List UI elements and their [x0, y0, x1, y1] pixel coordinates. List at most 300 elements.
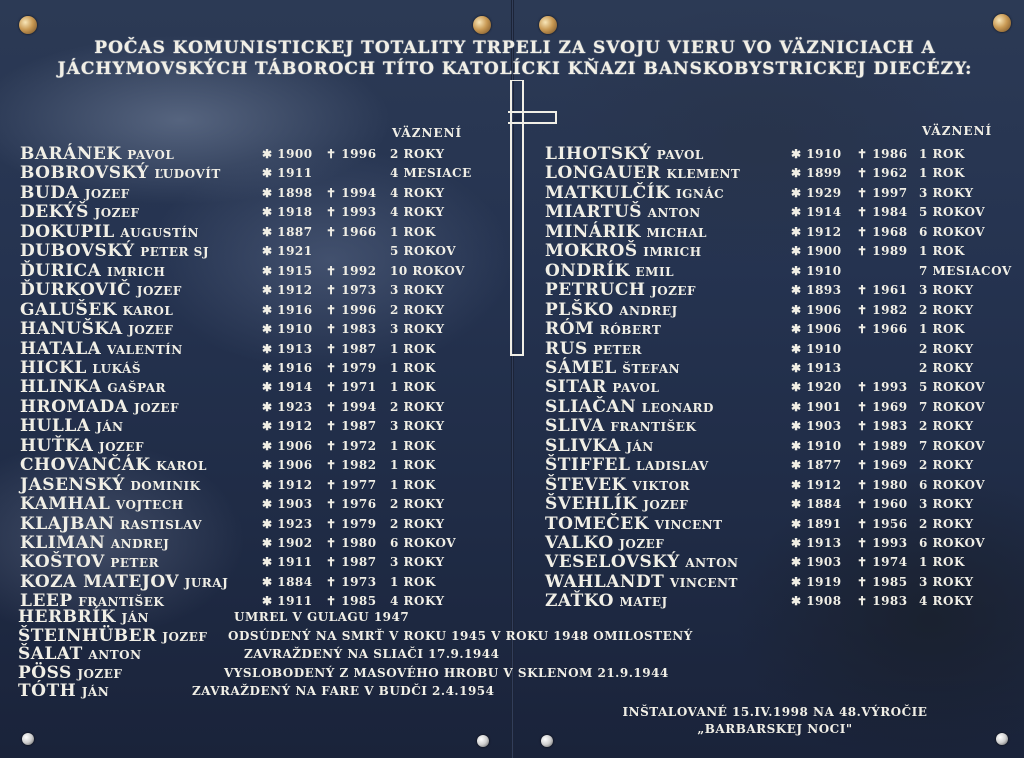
list-item: [20, 241, 500, 260]
priest-name: [545, 494, 688, 514]
death-year: ✝ 1974: [857, 555, 908, 570]
birth-year: ✱ 1923: [262, 516, 313, 531]
priest-name: [545, 436, 654, 456]
birth-year: ✱ 1912: [262, 477, 313, 492]
birth-year: ✱ 1929: [791, 185, 842, 200]
surname: ĎURKOVIČ: [20, 280, 132, 301]
list-item: [20, 397, 500, 416]
priest-name: [545, 455, 709, 475]
priest-name: [20, 552, 159, 572]
priest-name: [20, 202, 140, 222]
priest-name: [18, 607, 149, 627]
given-name: DOMINIK: [130, 478, 201, 493]
birth-year: ✱ 1912: [262, 419, 313, 434]
surname: SLIVA: [545, 416, 605, 437]
birth-year: ✱ 1913: [262, 341, 313, 356]
prison-term: 1 ROK: [919, 555, 965, 570]
death-year: ✝ 1993: [857, 536, 908, 550]
death-year: ✝ 1993: [326, 205, 377, 220]
given-name: JOZEF: [136, 284, 182, 299]
surname: ĎURICA: [20, 260, 102, 281]
birth-year: ✱ 1916: [262, 360, 313, 375]
list-item: [545, 202, 1023, 221]
list-item: [545, 533, 1023, 552]
priest-name: [545, 339, 642, 359]
prison-term: 2 ROKY: [390, 516, 445, 531]
prison-term: 2 ROKY: [919, 458, 974, 473]
list-item: [545, 377, 1023, 396]
surname: SITAR: [545, 377, 607, 398]
death-year: ✝ 1992: [326, 263, 377, 278]
given-name: KAROL: [122, 303, 174, 318]
birth-year: ✱ 1903: [791, 555, 842, 570]
surname: HERBRÍK: [18, 607, 116, 627]
death-year: ✝ 1968: [857, 224, 908, 239]
birth-year: ✱ 1910: [791, 263, 842, 278]
given-name: EMIL: [635, 264, 675, 279]
prison-term: 1 ROK: [390, 360, 436, 375]
surname: DOKUPIL: [20, 221, 115, 242]
prison-term: 4 ROKY: [919, 594, 974, 609]
surname: KOZA MATEJOV: [20, 571, 180, 592]
death-year: ✝ 1973: [326, 574, 377, 589]
priest-name: [545, 377, 659, 397]
surname: LIHOTSKÝ: [545, 144, 652, 164]
surname: BUDA: [20, 182, 80, 203]
priest-name: [545, 261, 674, 281]
given-name: FRANTIŠEK: [78, 595, 165, 610]
death-year: ✝ 1994: [326, 185, 377, 200]
death-year: ✝ 1980: [857, 477, 908, 492]
prison-term: 1 ROK: [390, 477, 436, 492]
list-item: [545, 261, 1023, 280]
prison-term: 4 ROKY: [390, 594, 445, 609]
priest-name: [545, 300, 678, 320]
list-item: [545, 475, 1023, 494]
birth-year: ✱ 1912: [791, 224, 842, 239]
prison-term: 5 ROKOV: [390, 244, 457, 259]
death-year: ✝ 1980: [326, 536, 377, 550]
given-name: AUGUSTÍN: [120, 225, 199, 240]
birth-year: ✱ 1910: [791, 147, 842, 161]
given-name: PAVOL: [656, 148, 704, 162]
surname: HULLA: [20, 416, 91, 437]
list-item: [545, 572, 1023, 591]
list-item: [20, 552, 500, 571]
surname: SÁMEL: [545, 357, 617, 378]
list-item: [545, 144, 1023, 163]
priest-name: [20, 397, 179, 417]
given-name: LUKÁŠ: [92, 361, 142, 376]
priest-name: [545, 163, 740, 183]
given-name: VINCENT: [654, 517, 723, 532]
death-year: ✝ 1985: [326, 594, 377, 609]
given-name: KAROL: [156, 459, 207, 474]
screw-icon: [996, 733, 1008, 745]
given-name: JÁN: [626, 439, 654, 454]
list-item: [20, 494, 500, 513]
priest-name: [20, 455, 207, 475]
given-name: PAVOL: [127, 148, 175, 162]
priest-name: [20, 436, 144, 456]
list-item: [20, 377, 500, 396]
birth-year: ✱ 1919: [791, 574, 842, 589]
prison-term: 1 ROK: [919, 322, 965, 337]
priest-name: [20, 280, 182, 300]
list-item: [18, 607, 1008, 627]
death-year: ✝ 1987: [326, 419, 377, 434]
given-name: KLEMENT: [666, 167, 741, 182]
priest-name: [545, 358, 680, 378]
priest-name: [545, 533, 664, 553]
surname: SLIAČAN: [545, 396, 637, 417]
prison-term: 3 ROKY: [390, 283, 445, 298]
list-item: [545, 514, 1023, 533]
surname: SLIVKA: [545, 435, 621, 456]
priest-name: [18, 626, 207, 646]
death-year: ✝ 1973: [326, 283, 377, 298]
prison-term: 2 ROKY: [919, 360, 974, 375]
list-item: [20, 183, 500, 202]
list-item: [20, 300, 500, 319]
death-year: ✝ 1979: [326, 516, 377, 531]
surname: ŠTEVEK: [545, 474, 627, 495]
surname: MATKULČÍK: [545, 182, 671, 203]
given-name: LADISLAV: [636, 459, 709, 474]
list-item: [20, 455, 500, 474]
list-item: [545, 436, 1023, 455]
death-year: ✝ 1961: [857, 283, 908, 298]
fate-note: ZAVRAŽDENÝ NA SLIAČI 17.9.1944: [244, 647, 500, 662]
list-item: [545, 416, 1023, 435]
priest-name: [20, 144, 174, 164]
given-name: VIKTOR: [632, 478, 691, 493]
given-name: JOZEF: [162, 629, 208, 644]
priest-name: [545, 144, 704, 164]
surname: HATALA: [20, 338, 102, 359]
surname: MOKROŠ: [545, 241, 638, 262]
given-name: PETER: [110, 556, 160, 571]
priest-name: [20, 261, 165, 281]
list-item: [545, 358, 1023, 377]
plaque-heading-line-1: POČAS KOMUNISTICKEJ TOTALITY TRPELI ZA SVOJU VIERU VO VÄZNICIACH A: [94, 38, 936, 58]
birth-year: ✱ 1918: [262, 205, 313, 220]
death-year: ✝ 1979: [326, 360, 377, 375]
prison-term: 1 ROK: [390, 380, 436, 395]
surname: ŠALAT: [18, 644, 83, 665]
surname: HROMADA: [20, 396, 129, 417]
birth-year: ✱ 1903: [791, 419, 842, 434]
birth-year: ✱ 1915: [262, 263, 313, 278]
list-item: [20, 202, 500, 221]
birth-year: ✱ 1884: [262, 574, 313, 589]
list-item: [18, 644, 1008, 664]
birth-year: ✱ 1900: [791, 244, 842, 259]
screw-icon: [473, 16, 491, 34]
list-item: [18, 663, 1008, 683]
given-name: ANDREJ: [110, 537, 170, 551]
birth-year: ✱ 1893: [791, 283, 842, 298]
prison-term: 6 ROKOV: [919, 477, 986, 492]
priest-name: [545, 183, 724, 203]
surname: HANUŠKA: [20, 319, 123, 340]
list-item: [18, 681, 1008, 701]
priest-name: [18, 644, 142, 664]
birth-year: ✱ 1912: [262, 283, 313, 298]
surname: PÖSS: [18, 662, 72, 683]
death-year: ✝ 1983: [857, 419, 908, 434]
surname: RÓM: [545, 319, 595, 340]
given-name: IGNÁC: [676, 186, 725, 201]
given-name: PETER: [593, 342, 643, 357]
screw-icon: [541, 735, 553, 747]
surname: KLAJBAN: [20, 513, 115, 534]
screw-icon: [993, 14, 1011, 32]
prison-term: 3 ROKY: [919, 574, 974, 589]
surname: ONDRÍK: [545, 260, 630, 281]
death-year: ✝ 1969: [857, 399, 908, 414]
priest-name: [20, 163, 221, 183]
death-year: ✝ 1962: [857, 166, 908, 181]
list-item: [545, 455, 1023, 474]
death-year: ✝ 1989: [857, 244, 908, 259]
given-name: ANTON: [88, 648, 142, 663]
surname: KOŠTOV: [20, 552, 105, 573]
given-name: JOZEF: [651, 284, 697, 299]
list-item: [20, 416, 500, 435]
birth-year: ✱ 1911: [262, 166, 313, 181]
prison-term: 5 ROKOV: [919, 205, 986, 220]
birth-year: ✱ 1911: [262, 594, 313, 609]
column-header-right: VÄZNENÍ: [922, 124, 993, 138]
birth-year: ✱ 1884: [791, 497, 842, 512]
priest-name: [20, 183, 130, 203]
list-item: [545, 494, 1023, 513]
priest-name: [545, 202, 701, 222]
surname: JASENSKÝ: [20, 474, 125, 495]
surname: HUŤKA: [20, 435, 94, 456]
death-year: ✝ 1996: [326, 147, 377, 161]
list-item: [20, 572, 500, 591]
birth-year: ✱ 1920: [791, 380, 842, 395]
priest-name: [545, 572, 738, 592]
prison-term: 3 ROKY: [390, 322, 445, 337]
given-name: JOZEF: [77, 666, 123, 681]
death-year: ✝ 1983: [857, 594, 908, 609]
list-item: [545, 319, 1023, 338]
surname: PETRUCH: [545, 280, 646, 301]
death-year: ✝ 1966: [326, 224, 377, 239]
screw-icon: [477, 735, 489, 747]
priest-name: [20, 319, 173, 339]
priest-name: [20, 339, 183, 359]
priest-name: [20, 494, 184, 514]
surname: GALUŠEK: [20, 299, 118, 320]
birth-year: ✱ 1911: [262, 555, 313, 570]
prison-term: 2 ROKY: [390, 147, 445, 161]
list-item: [20, 261, 500, 280]
death-year: ✝ 1982: [857, 302, 908, 317]
list-item: [545, 339, 1023, 358]
priest-name: [20, 475, 201, 495]
given-name: JÁN: [96, 420, 124, 435]
birth-year: ✱ 1914: [262, 380, 313, 395]
surname: PLŠKO: [545, 299, 614, 320]
given-name: ANTON: [685, 556, 739, 571]
given-name: MATEJ: [619, 595, 668, 610]
priest-name: [545, 280, 696, 300]
given-name: RASTISLAV: [120, 517, 202, 532]
given-name: IMRICH: [643, 245, 702, 260]
death-year: ✝ 1971: [326, 380, 377, 395]
list-item: [20, 436, 500, 455]
prison-term: 3 ROKY: [390, 419, 445, 434]
birth-year: ✱ 1913: [791, 360, 842, 375]
plaque-heading-line-2: JÁCHYMOVSKÝCH TÁBOROCH TÍTO KATOLÍCKI KŇAZI BANSKOBYSTRICKEJ DIECÉZY:: [57, 59, 973, 79]
surname: DUBOVSKÝ: [20, 241, 135, 262]
list-item: [20, 514, 500, 533]
priest-name: [545, 319, 661, 339]
birth-year: ✱ 1908: [791, 594, 842, 609]
priest-name: [20, 514, 202, 534]
death-year: ✝ 1993: [857, 380, 908, 395]
prison-term: 1 ROK: [919, 166, 965, 181]
birth-year: ✱ 1906: [262, 458, 313, 473]
death-year: ✝ 1987: [326, 555, 377, 570]
given-name: ĽUDOVÍT: [154, 167, 221, 182]
prison-term: 1 ROK: [919, 147, 965, 161]
given-name: JOZEF: [98, 439, 144, 454]
priest-name: [545, 416, 696, 436]
prison-term: 1 ROK: [390, 458, 436, 473]
prison-term: 3 ROKY: [919, 497, 974, 512]
death-year: ✝ 1997: [857, 185, 908, 200]
list-item: [20, 475, 500, 494]
surname: LEEP: [20, 591, 73, 612]
birth-year: ✱ 1914: [791, 205, 842, 220]
death-year: ✝ 1972: [326, 438, 377, 453]
birth-year: ✱ 1903: [262, 497, 313, 512]
surname: VESELOVSKÝ: [545, 552, 680, 573]
birth-year: ✱ 1906: [791, 302, 842, 317]
installation-note-line-1: INŠTALOVANÉ 15.IV.1998 NA 48.VÝROČIE: [622, 705, 928, 719]
death-year: ✝ 1989: [857, 438, 908, 453]
priest-name: [20, 533, 169, 553]
priest-name: [20, 241, 209, 261]
given-name: VOJTECH: [115, 498, 184, 513]
birth-year: ✱ 1910: [791, 438, 842, 453]
birth-year: ✱ 1891: [791, 516, 842, 531]
given-name: JOZEF: [619, 537, 665, 551]
prison-term: 6 ROKOV: [919, 536, 986, 550]
list-item: [545, 397, 1023, 416]
priest-name: [20, 416, 124, 436]
surname: ŠVEHLÍK: [545, 494, 638, 515]
birth-year: ✱ 1923: [262, 399, 313, 414]
prison-term: 4 ROKY: [390, 205, 445, 220]
surname: TÓTH: [18, 681, 77, 702]
priest-name: [18, 663, 122, 683]
given-name: JOZEF: [84, 186, 130, 201]
prison-term: 2 ROKY: [919, 302, 974, 317]
prison-term: 6 ROKOV: [390, 536, 457, 550]
death-year: ✝ 1982: [326, 458, 377, 473]
given-name: FRANTIŠEK: [610, 420, 697, 435]
given-name: ANDREJ: [619, 303, 678, 318]
fate-note: ZAVRAŽDENÝ NA FARE V BUDČI 2.4.1954: [192, 684, 495, 699]
prison-term: 7 ROKOV: [919, 399, 986, 414]
prison-term: 4 ROKY: [390, 185, 445, 200]
prison-term: 3 ROKY: [919, 283, 974, 298]
death-year: ✝ 1960: [857, 497, 908, 512]
birth-year: ✱ 1912: [791, 477, 842, 492]
priest-name: [545, 475, 690, 495]
given-name: PETER SJ: [140, 245, 210, 260]
list-item: [20, 222, 500, 241]
list-item: [545, 183, 1023, 202]
given-name: JÁN: [121, 611, 149, 625]
given-name: PAVOL: [612, 381, 660, 396]
prison-term: 7 ROKOV: [919, 438, 986, 453]
prison-term: 2 ROKY: [919, 341, 974, 356]
given-name: MICHAL: [646, 225, 707, 240]
birth-year: ✱ 1906: [791, 322, 842, 337]
installation-note-line-2: „BARBARSKEJ NOCI": [697, 722, 853, 736]
list-item: [20, 319, 500, 338]
list-item: [18, 626, 1008, 646]
priest-name: [545, 397, 714, 417]
death-year: ✝ 1976: [326, 497, 377, 512]
surname: HLINKA: [20, 377, 102, 398]
given-name: RÓBERT: [599, 323, 662, 338]
given-name: JOZEF: [94, 206, 140, 221]
priest-name: [18, 681, 109, 701]
screw-icon: [539, 16, 557, 34]
prison-term: 2 ROKY: [390, 399, 445, 414]
list-item: [20, 163, 500, 182]
surname: VALKO: [545, 533, 614, 553]
birth-year: ✱ 1877: [791, 458, 842, 473]
priest-name: [20, 358, 141, 378]
screw-icon: [22, 733, 34, 745]
prison-term: 10 ROKOV: [390, 263, 465, 278]
prison-term: 2 ROKY: [390, 302, 445, 317]
birth-year: ✱ 1900: [262, 147, 313, 161]
surname: KAMHAL: [20, 494, 111, 515]
surname: ZAŤKO: [545, 591, 614, 612]
birth-year: ✱ 1898: [262, 185, 313, 200]
surname: ŠTIFFEL: [545, 455, 631, 476]
death-year: ✝ 1986: [857, 147, 908, 161]
priest-name: [20, 222, 199, 242]
surname: DEKÝŠ: [20, 202, 89, 223]
given-name: JOZEF: [134, 400, 180, 415]
surname: BOBROVSKÝ: [20, 163, 149, 184]
list-item: [545, 222, 1023, 241]
given-name: GAŠPAR: [107, 381, 167, 396]
priest-name: [20, 572, 228, 592]
fate-note: VYSLOBODENÝ Z MASOVÉHO HROBU V SKLENOM 21.9.1944: [224, 665, 669, 680]
list-item: [545, 163, 1023, 182]
given-name: JOZEF: [643, 498, 689, 513]
death-year: ✝ 1987: [326, 341, 377, 356]
surname: MIARTUŠ: [545, 202, 643, 223]
fate-note: ODSÚDENÝ NA SMRŤ V ROKU 1945 V ROKU 1948 OMILOSTENÝ: [228, 628, 693, 643]
given-name: LEONARD: [641, 400, 714, 415]
given-name: JÁN: [81, 685, 110, 700]
surname: KLIMAN: [20, 533, 106, 553]
screw-icon: [19, 16, 37, 34]
